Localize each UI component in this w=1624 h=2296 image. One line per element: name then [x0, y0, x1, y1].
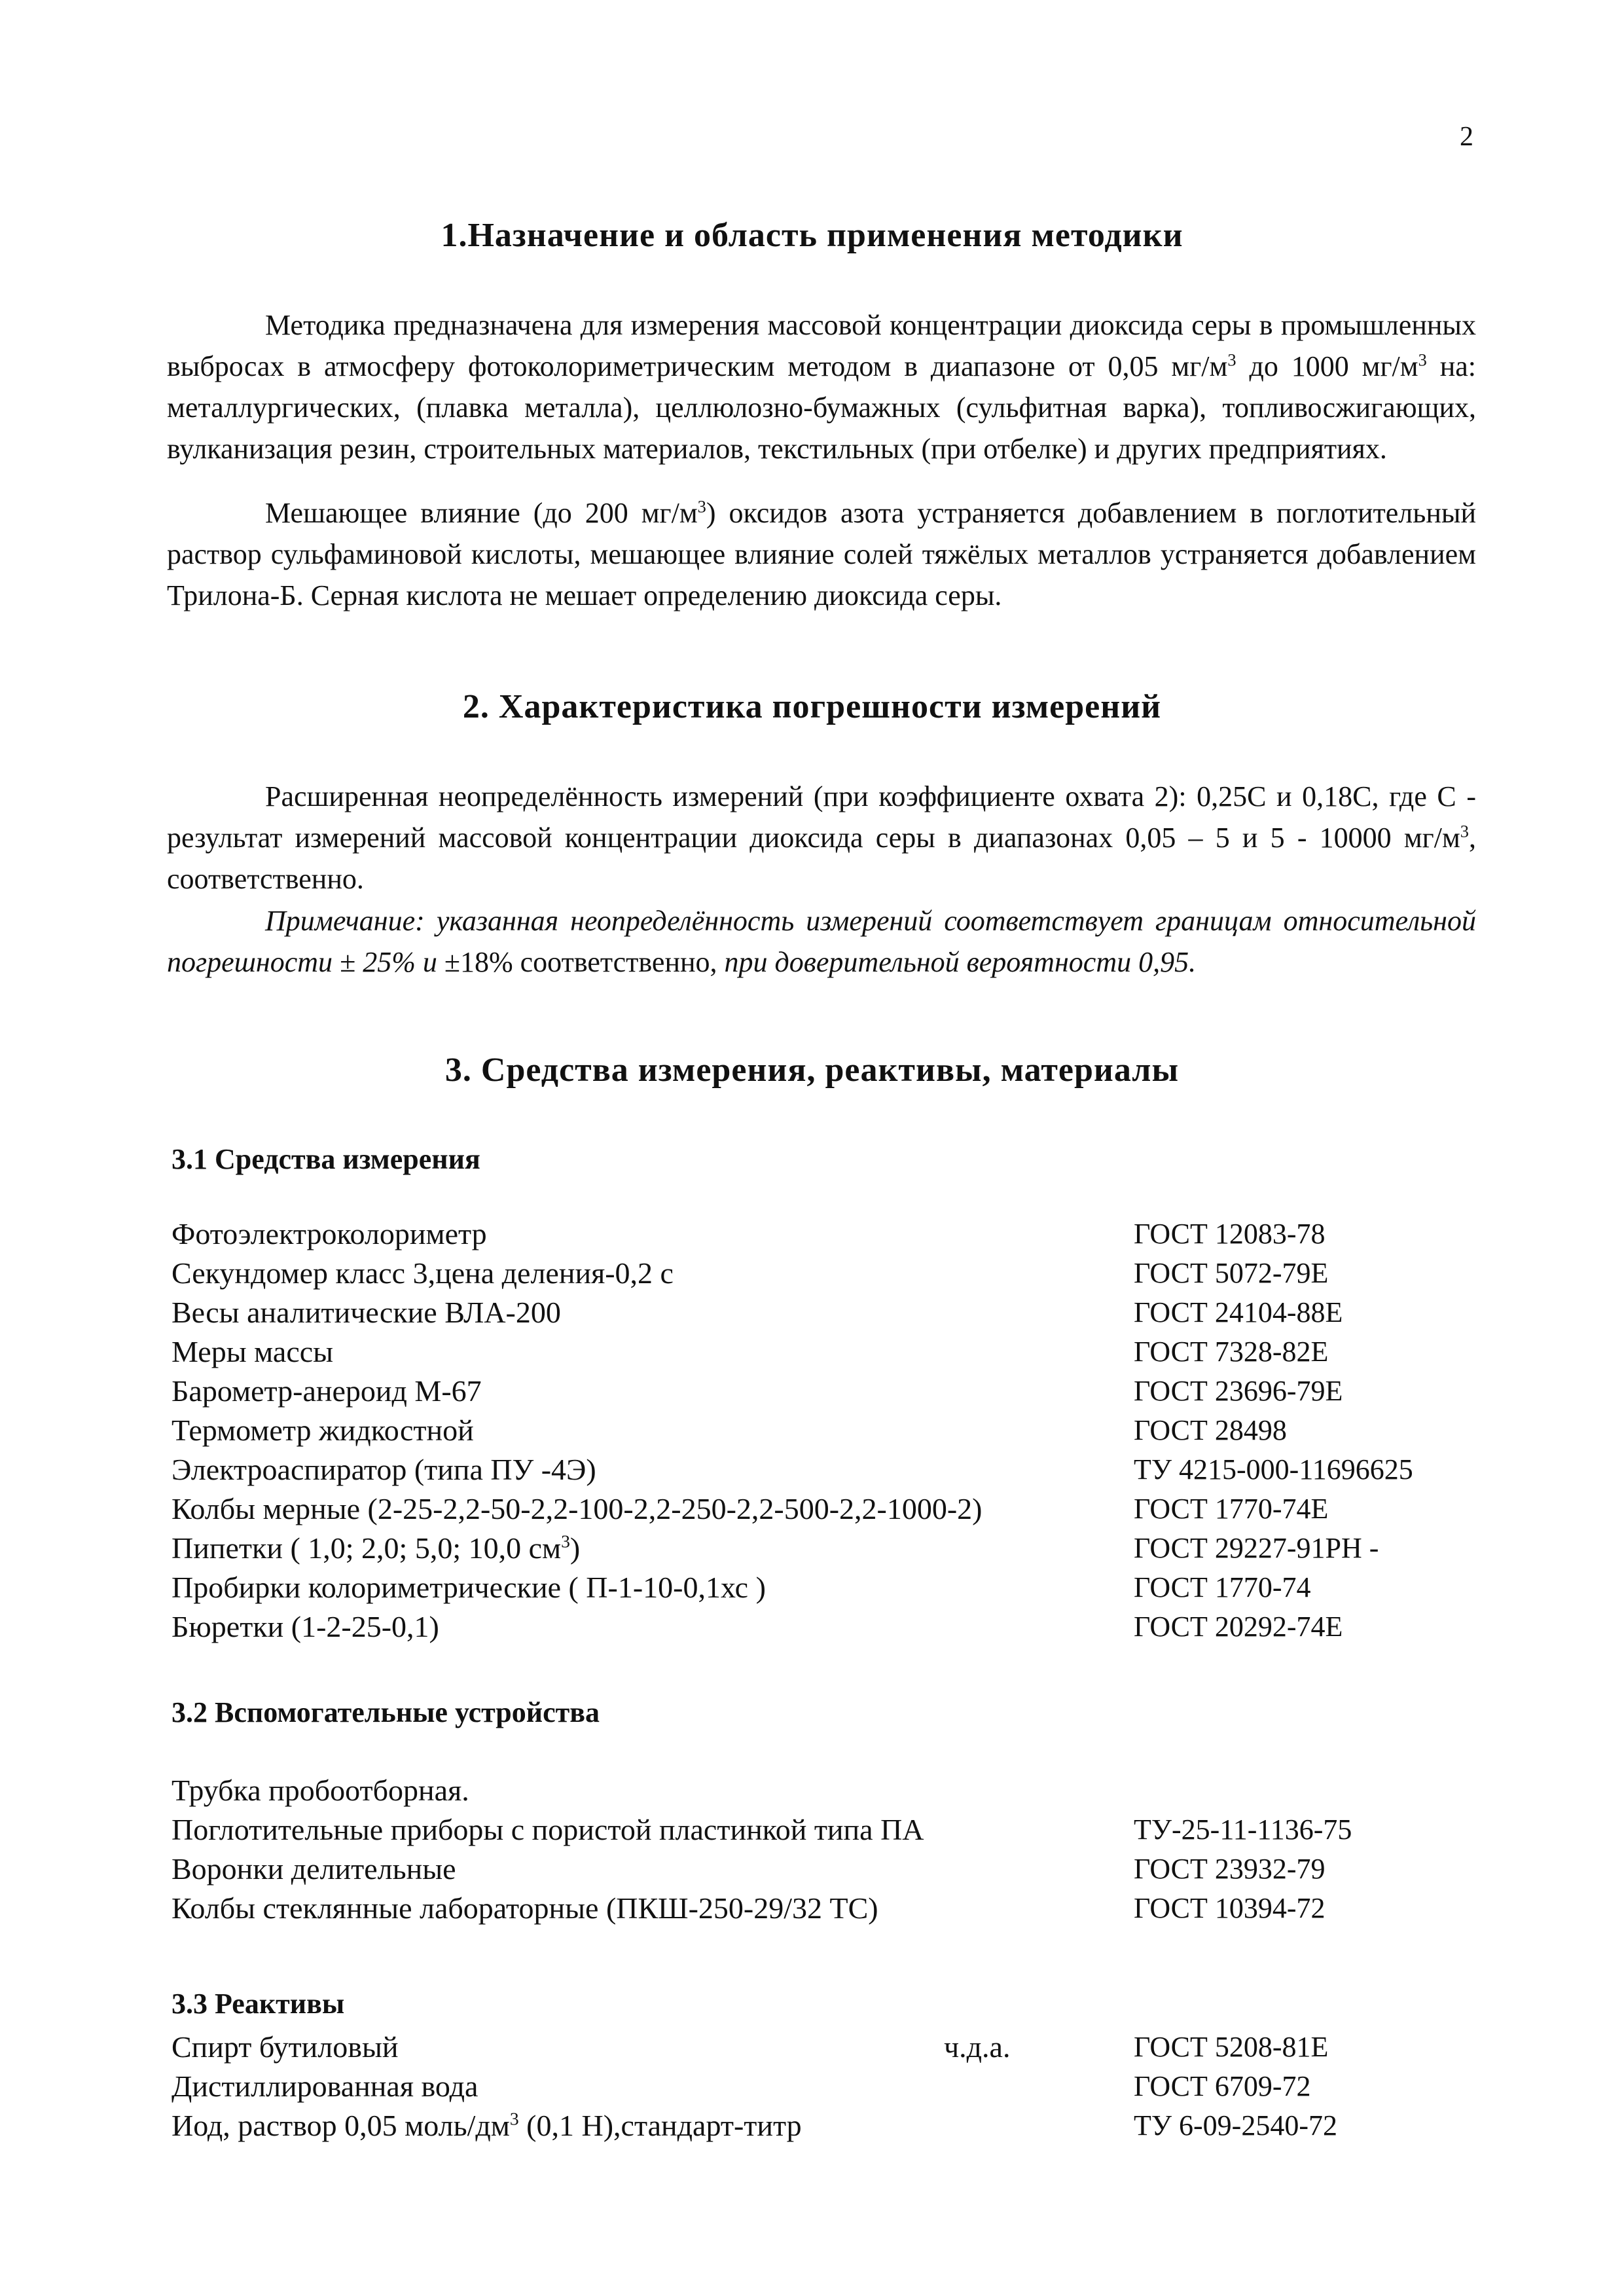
list-item: Спирт бутиловый ч.д.а. ГОСТ 5208-81Е	[171, 2030, 1329, 2064]
subsection-3-1-title: 3.1 Средства измерения	[171, 1143, 480, 1175]
section-1-title: 1.Назначение и область применения методики	[441, 217, 1183, 254]
list-item: Весы аналитические ВЛА-200 ГОСТ 24104-88Е	[171, 1296, 1343, 1329]
list-item: Иод, раствор 0,05 моль/$дм^3$ (0,1 Н),стандарт-титр ТУ 6-09-2540-72	[171, 2108, 1337, 2142]
list-item: Барометр-анероид М-67 ГОСТ 23696-79Е	[171, 1374, 1343, 1408]
list-item: Термометр жидкостной ГОСТ 28498	[171, 1413, 1287, 1447]
reagents-list	[171, 2028, 1481, 2145]
section-1-paragraph-1: Методика предназначена для измерения массовой концентрации диоксида серы в промышленных выбросах в атмосферу фотоколориметрическим методом в диапазоне от 0,05 $мг/м^3$ до 1000 $мг/м^3$ на: металлургических, (плавка металла), целлюлозно-бумажных (сульфитная варка), топливосжигающих, вулканизация резин, строительных материалов, текстильных (при отбелке) и других предприятиях.	[167, 309, 1476, 465]
subsection-3-3-title: 3.3 Реактивы	[171, 1988, 345, 2020]
aux-list	[171, 1771, 1481, 1928]
list-item: Колбы стеклянные лабораторные (ПКШ-250-29/32 ТС) ГОСТ 10394-72	[171, 1891, 1326, 1925]
instruments-list	[171, 1214, 1481, 1647]
list-item: Пробирки колориметрические ( П-1-10-0,1хс ) ГОСТ 1770-74	[171, 1571, 1311, 1604]
page-number: 2	[1460, 122, 1473, 152]
section-2-note: Примечание: указанная неопределённость измерений соответствует границам относительной погрешности ± 25% и ±18% соответственно, при доверительной вероятности 0,95.	[167, 905, 1476, 978]
section-1-paragraph-2: Мешающее влияние (до 200 $мг/м^3$) оксидов азота устраняется добавлением в поглотительный раствор сульфаминовой кислоты, мешающее влияние солей тяжёлых металлов устраняется добавлением Трилона-Б. Серная кислота не мешает определению диоксида серы.	[167, 496, 1476, 611]
subsection-3-2-title: 3.2 Вспомогательные устройства	[171, 1696, 600, 1728]
section-2-paragraph-1: Расширенная неопределённость измерений (при коэффициенте охвата 2): 0,25С и 0,18С, где С - результат измерений массовой концентрации диоксида серы в диапазонах 0,05 – 5 и 5 - 10000 $мг/м^3$, соответственно.	[167, 780, 1476, 895]
list-item: Секундомер класс 3,цена деления-0,2 с ГОСТ 5072-79Е	[171, 1256, 1329, 1290]
list-item: Пипетки ( 1,0; 2,0; 5,0; 10,0 $см^3$) ГОСТ 29227-91РН -	[171, 1531, 1379, 1565]
list-item: Меры массы ГОСТ 7328-82Е	[171, 1335, 1329, 1368]
list-item: Трубка пробоотборная.	[171, 1774, 469, 1807]
list-item: Воронки делительные ГОСТ 23932-79	[171, 1852, 1326, 1886]
list-item: Электроаспиратор (типа ПУ -4Э) ТУ 4215-000-11696625	[171, 1453, 1413, 1486]
list-item: Фотоэлектроколориметр ГОСТ 12083-78	[171, 1217, 1326, 1250]
list-item: Бюретки (1-2-25-0,1) ГОСТ 20292-74Е	[171, 1610, 1343, 1643]
list-item: Колбы мерные (2-25-2,2-50-2,2-100-2,2-250-2,2-500-2,2-1000-2) ГОСТ 1770-74Е	[171, 1492, 1329, 1525]
section-3-title: 3. Средства измерения, реактивы, материалы	[444, 1051, 1180, 1089]
section-2-title: 2. Характеристика погрешности измерений	[462, 688, 1162, 725]
list-item: Дистиллированная вода ГОСТ 6709-72	[171, 2069, 1311, 2103]
list-item: Поглотительные приборы с пористой пластинкой типа ПА ТУ-25-11-1136-75	[171, 1813, 1352, 1846]
